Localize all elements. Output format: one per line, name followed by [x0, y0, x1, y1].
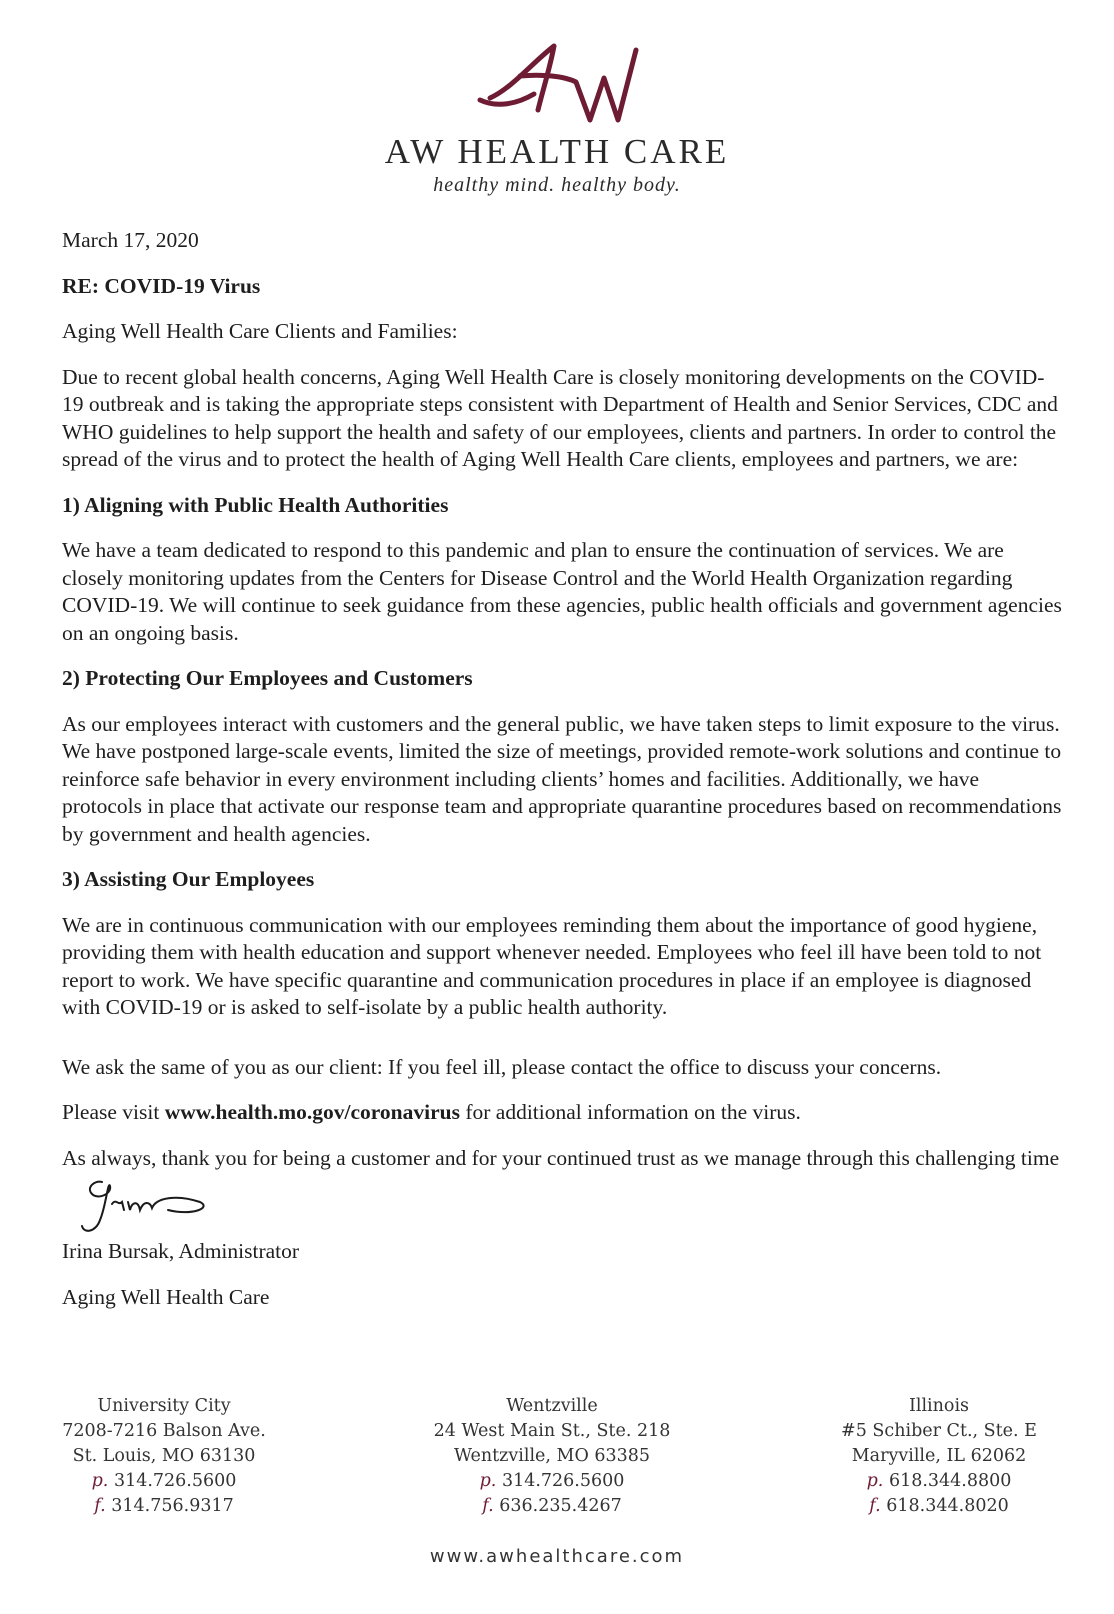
section-text-3: We are in continuous communication with our employees reminding them about the importance of good hygiene, providing them with health education and support whenever needed. Employees who feel ill have been told to not report to work. We have specific quarantine and communication procedures in place if an employee is diagnosed with COVID-19 or is asked to self-isolate by a public health authority.	[62, 912, 1042, 1019]
phone-label: p.	[479, 1471, 497, 1491]
phone-number[interactable]: 314.726.5600	[501, 1471, 625, 1491]
office-address-line2: Maryville, IL 62062	[851, 1446, 1027, 1466]
visit-prefix: Please visit	[62, 1100, 165, 1124]
phone-label: p.	[866, 1471, 884, 1491]
office-university-city	[14, 1394, 314, 1519]
company-name: AW HEALTH CARE	[384, 132, 730, 171]
fax-label: f.	[482, 1496, 494, 1516]
letter-intro: Due to recent global health concerns, Aging Well Health Care is closely monitoring developments on the COVID-19 outbreak and is taking the appropriate steps consistent with Department of Health and Senior Services, CDC and WHO guidelines to help support the health and safety of our employees, clients and partners. In order to control the spread of the virus and to protect the health of Aging Well Health Care clients, employees and partners, we are:	[62, 364, 1058, 471]
signature-icon	[72, 1176, 212, 1238]
phone-number[interactable]: 618.344.8800	[888, 1471, 1012, 1491]
phone-label: p.	[91, 1471, 109, 1491]
office-address-line1: 7208-7216 Balson Ave.	[62, 1421, 266, 1441]
company-website-link[interactable]: www.awhealthcare.com	[429, 1546, 685, 1567]
visit-suffix: for additional information on the virus.	[459, 1100, 801, 1124]
aw-logo-icon	[472, 38, 642, 128]
fax-label: f.	[94, 1496, 106, 1516]
health-website-link[interactable]: www.health.mo.gov/coronavirus	[164, 1100, 460, 1124]
office-fax	[402, 1494, 702, 1519]
office-phone	[14, 1469, 314, 1494]
office-address-line1: 24 West Main St., Ste. 218	[433, 1421, 671, 1441]
letter-salutation: Aging Well Health Care Clients and Families:	[62, 319, 458, 343]
office-illinois	[789, 1394, 1089, 1519]
office-fax	[789, 1494, 1089, 1519]
office-phone	[402, 1469, 702, 1494]
letter-subject: RE: COVID-19 Virus	[62, 273, 261, 298]
office-phone	[789, 1469, 1089, 1494]
letterhead	[0, 38, 1114, 197]
fax-label: f.	[869, 1496, 881, 1516]
letter-request: We ask the same of you as our client: If you feel ill, please contact the office to discuss your concerns.	[62, 1054, 942, 1079]
office-address-line2: St. Louis, MO 63130	[72, 1446, 256, 1466]
office-name: University City	[97, 1396, 231, 1416]
office-fax	[14, 1494, 314, 1519]
office-address-line1: #5 Schiber Ct., Ste. E	[841, 1421, 1037, 1441]
letter-date: March 17, 2020	[62, 228, 199, 252]
office-wentzville	[402, 1394, 702, 1519]
company-tagline: healthy mind. healthy body.	[433, 174, 681, 196]
section-heading-2: 2) Protecting Our Employees and Customers	[62, 666, 473, 690]
office-name: Wentzville	[506, 1396, 598, 1416]
fax-number: 618.344.8020	[886, 1496, 1009, 1516]
fax-number: 636.235.4267	[499, 1496, 622, 1516]
fax-number: 314.756.9317	[111, 1496, 234, 1516]
section-heading-1: 1) Aligning with Public Health Authorities	[62, 492, 449, 517]
signer-name: Irina Bursak, Administrator	[62, 1239, 300, 1263]
letter-closing: As always, thank you for being a customer and for your continued trust as we manage through this challenging time	[62, 1145, 1060, 1170]
signer-organization: Aging Well Health Care	[62, 1284, 270, 1309]
letter-visit	[62, 1099, 1062, 1127]
phone-number[interactable]: 314.726.5600	[113, 1471, 237, 1491]
section-text-2: As our employees interact with customers and the general public, we have taken steps to limit exposure to the virus. We have postponed large-scale events, limited the size of meetings, provided remote-work solutions and continue to reinforce safe behavior in every environment including clients’ homes and facilities. Additionally, we have protocols in place that activate our response team and appropriate quarantine procedures based on recommendations by government and health agencies.	[62, 711, 1062, 846]
section-text-1: We have a team dedicated to respond to this pandemic and plan to ensure the continuation of services. We are closely monitoring updates from the Centers for Disease Control and the World Health Organization regarding COVID-19. We will continue to seek guidance from these agencies, public health officials and government agencies on an ongoing basis.	[62, 538, 1062, 645]
office-name: Illinois	[908, 1396, 970, 1416]
letter-body	[62, 227, 1062, 1329]
section-heading-3: 3) Assisting Our Employees	[62, 867, 315, 891]
office-address-line2: Wentzville, MO 63385	[453, 1446, 651, 1466]
